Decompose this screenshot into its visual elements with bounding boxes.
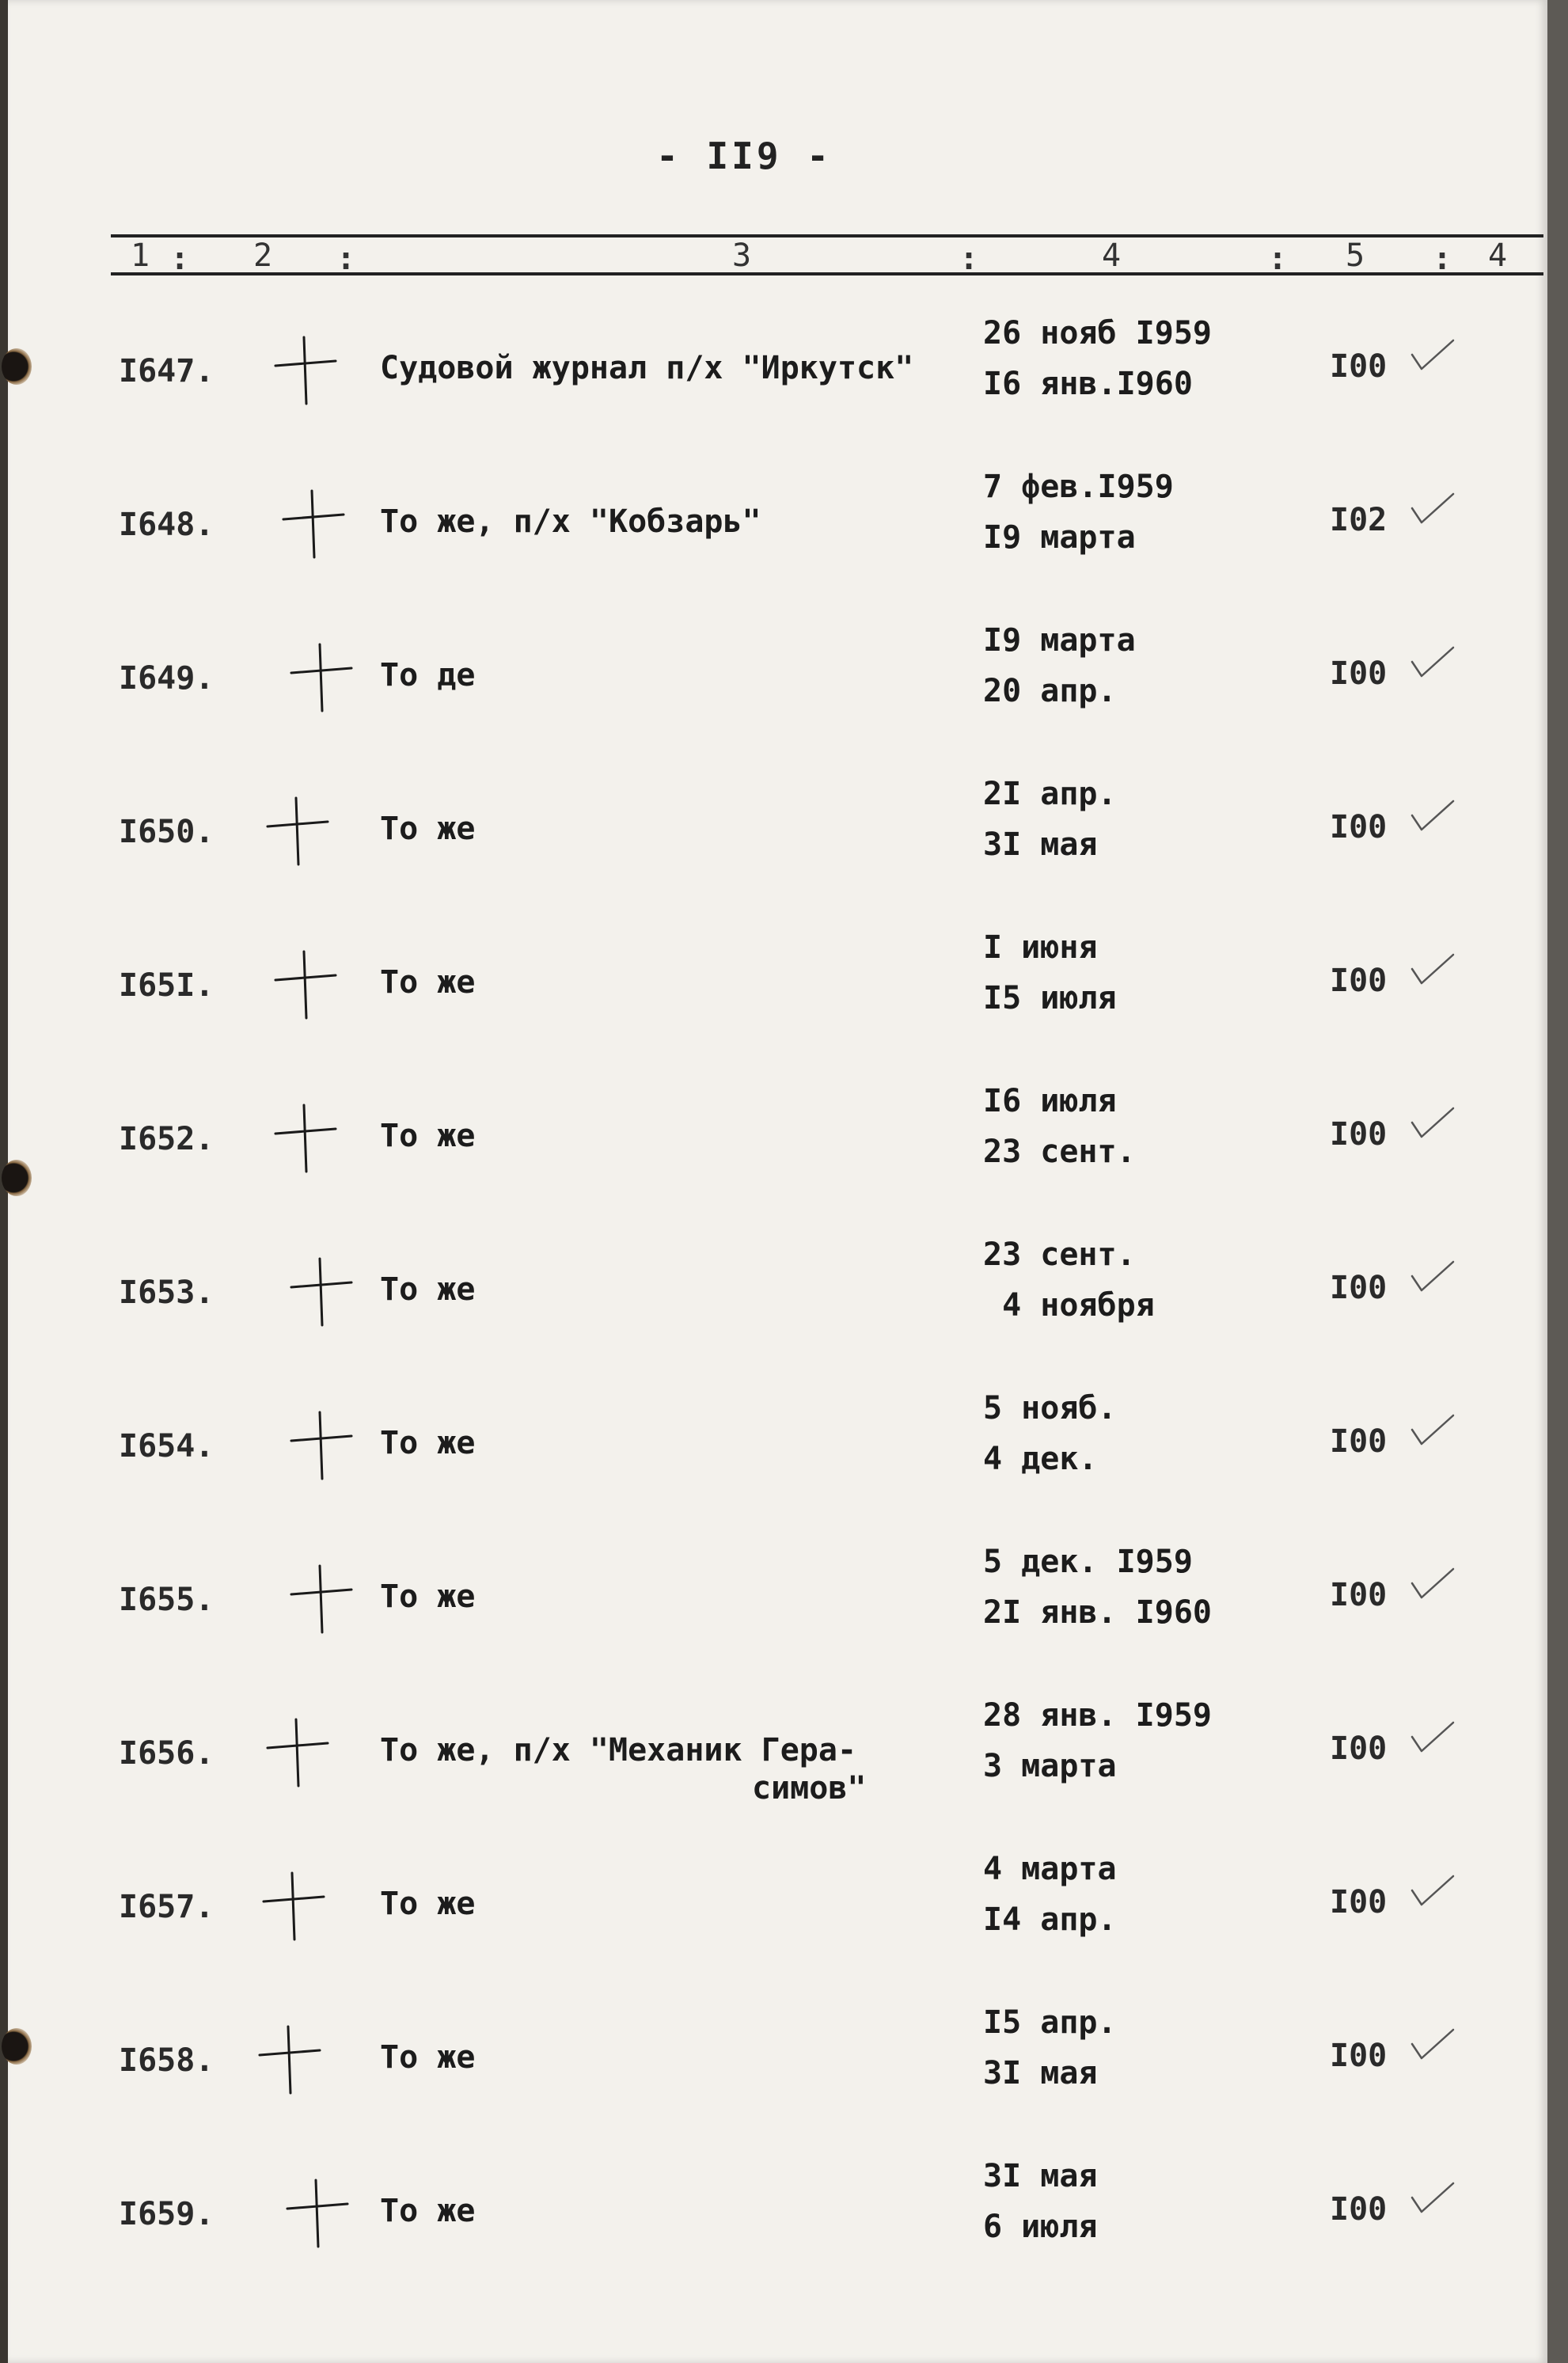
- cross-mark-icon: [285, 1252, 356, 1332]
- item-number: I648.: [119, 507, 215, 543]
- cross-mark-icon: [277, 484, 348, 564]
- cross-mark-icon: [261, 1713, 332, 1792]
- column-header-5: 5: [1346, 237, 1365, 274]
- table-row: [8, 622, 1551, 776]
- column-header-3: 3: [732, 237, 752, 274]
- item-description-continued: симов": [752, 1770, 867, 1806]
- end-date: 4 ноября: [983, 1287, 1155, 1324]
- header-rule-top: [111, 234, 1543, 237]
- end-date: 3 марта: [983, 1748, 1117, 1784]
- item-description: Судовой журнал п/х "Иркутск": [380, 350, 914, 386]
- column-separator: :: [170, 241, 190, 277]
- item-number: I650.: [119, 814, 215, 850]
- sheet-count: I00: [1330, 2191, 1388, 2228]
- item-description: То же, п/х "Механик Гера-: [380, 1732, 857, 1768]
- table-row: [8, 469, 1551, 622]
- column-separator: :: [1433, 241, 1452, 277]
- start-date: 4 марта: [983, 1851, 1117, 1887]
- table-row: [8, 2004, 1551, 2158]
- end-date: I6 янв.I960: [983, 366, 1193, 402]
- item-description: То же: [380, 1118, 476, 1154]
- check-mark-icon: [1409, 1259, 1456, 1298]
- cross-mark-icon: [253, 2020, 325, 2099]
- check-mark-icon: [1409, 644, 1456, 684]
- table-row: [8, 1851, 1551, 2004]
- check-mark-icon: [1409, 337, 1456, 377]
- sheet-count: I00: [1330, 1116, 1388, 1153]
- item-description: То де: [380, 657, 476, 693]
- column-header-6: 4: [1488, 237, 1508, 274]
- table-row: [8, 929, 1551, 1083]
- item-description: То же: [380, 1886, 476, 1922]
- table-row: [8, 1544, 1551, 1697]
- check-mark-icon: [1409, 798, 1456, 838]
- start-date: 5 нояб.: [983, 1390, 1117, 1427]
- end-date: 3I мая: [983, 826, 1098, 863]
- sheet-count: I00: [1330, 2038, 1388, 2074]
- cross-mark-icon: [269, 1099, 340, 1178]
- adjacent-page-edge: [1547, 0, 1568, 2363]
- start-date: 3I мая: [983, 2158, 1098, 2194]
- end-date: 6 июля: [983, 2209, 1098, 2245]
- item-number: I65I.: [119, 967, 215, 1004]
- cross-mark-icon: [257, 1867, 328, 1946]
- item-number: I653.: [119, 1275, 215, 1311]
- cross-mark-icon: [281, 2174, 352, 2253]
- end-date: 4 дек.: [983, 1441, 1098, 1477]
- column-separator: :: [336, 241, 356, 277]
- start-date: I9 марта: [983, 622, 1136, 659]
- sheet-count: I00: [1330, 1577, 1388, 1613]
- sheet-count: I00: [1330, 1423, 1388, 1460]
- table-row: [8, 1083, 1551, 1237]
- item-description: То же: [380, 1271, 476, 1308]
- start-date: 23 сент.: [983, 1237, 1136, 1273]
- binding-hole: [2, 348, 32, 385]
- start-date: 28 янв. I959: [983, 1697, 1212, 1734]
- check-mark-icon: [1409, 952, 1456, 991]
- check-mark-icon: [1409, 2180, 1456, 2220]
- header-rule-bottom: [111, 272, 1543, 275]
- item-number: I654.: [119, 1428, 215, 1465]
- end-date: I4 апр.: [983, 1901, 1117, 1938]
- item-number: I658.: [119, 2042, 215, 2079]
- end-date: 3I мая: [983, 2055, 1098, 2091]
- start-date: 7 фев.I959: [983, 469, 1174, 505]
- item-description: То же: [380, 1578, 476, 1615]
- item-description: То же: [380, 2193, 476, 2229]
- end-date: I9 марта: [983, 519, 1136, 556]
- table-row: [8, 315, 1551, 469]
- binding-hole: [2, 1160, 32, 1196]
- check-mark-icon: [1409, 491, 1456, 530]
- table-row: [8, 1237, 1551, 1390]
- column-header-2: 2: [253, 237, 273, 274]
- cross-mark-icon: [285, 1406, 356, 1485]
- item-number: I652.: [119, 1121, 215, 1157]
- start-date: 2I апр.: [983, 776, 1117, 812]
- check-mark-icon: [1409, 2027, 1456, 2066]
- sheet-count: I00: [1330, 348, 1388, 385]
- start-date: I5 апр.: [983, 2004, 1117, 2041]
- sheet-count: I00: [1330, 1270, 1388, 1306]
- start-date: I июня: [983, 929, 1098, 966]
- end-date: 2I янв. I960: [983, 1594, 1212, 1631]
- check-mark-icon: [1409, 1873, 1456, 1913]
- cross-mark-icon: [285, 1560, 356, 1639]
- check-mark-icon: [1409, 1105, 1456, 1145]
- page-number: - II9 -: [656, 135, 832, 177]
- item-description: То же: [380, 2039, 476, 2076]
- check-mark-icon: [1409, 1566, 1456, 1605]
- cross-mark-icon: [285, 638, 356, 717]
- sheet-count: I00: [1330, 809, 1388, 845]
- check-mark-icon: [1409, 1412, 1456, 1452]
- item-number: I649.: [119, 660, 215, 697]
- item-description: То же, п/х "Кобзарь": [380, 503, 761, 540]
- item-number: I647.: [119, 353, 215, 389]
- sheet-count: I00: [1330, 655, 1388, 692]
- column-separator: :: [959, 241, 979, 277]
- cross-mark-icon: [269, 331, 340, 410]
- sheet-count: I00: [1330, 963, 1388, 999]
- sheet-count: I00: [1330, 1884, 1388, 1920]
- sheet-count: I00: [1330, 1730, 1388, 1767]
- item-description: То же: [380, 811, 476, 847]
- document-page: [8, 0, 1547, 2363]
- item-description: То же: [380, 964, 476, 1001]
- column-header-1: 1: [131, 237, 150, 274]
- table-row: [8, 1697, 1551, 1851]
- item-description: То же: [380, 1425, 476, 1461]
- start-date: 26 нояб I959: [983, 315, 1212, 351]
- binding-hole: [2, 2028, 32, 2065]
- item-number: I659.: [119, 2196, 215, 2232]
- check-mark-icon: [1409, 1719, 1456, 1759]
- end-date: I5 июля: [983, 980, 1117, 1016]
- cross-mark-icon: [261, 792, 332, 871]
- start-date: 5 дек. I959: [983, 1544, 1193, 1580]
- table-row: [8, 2158, 1551, 2312]
- column-separator: :: [1268, 241, 1288, 277]
- sheet-count: I02: [1330, 502, 1388, 538]
- cross-mark-icon: [269, 945, 340, 1024]
- item-number: I657.: [119, 1889, 215, 1925]
- column-header-4: 4: [1102, 237, 1122, 274]
- table-row: [8, 1390, 1551, 1544]
- table-row: [8, 776, 1551, 929]
- item-number: I655.: [119, 1582, 215, 1618]
- start-date: I6 июля: [983, 1083, 1117, 1119]
- end-date: 23 сент.: [983, 1134, 1136, 1170]
- item-number: I656.: [119, 1735, 215, 1772]
- end-date: 20 апр.: [983, 673, 1117, 709]
